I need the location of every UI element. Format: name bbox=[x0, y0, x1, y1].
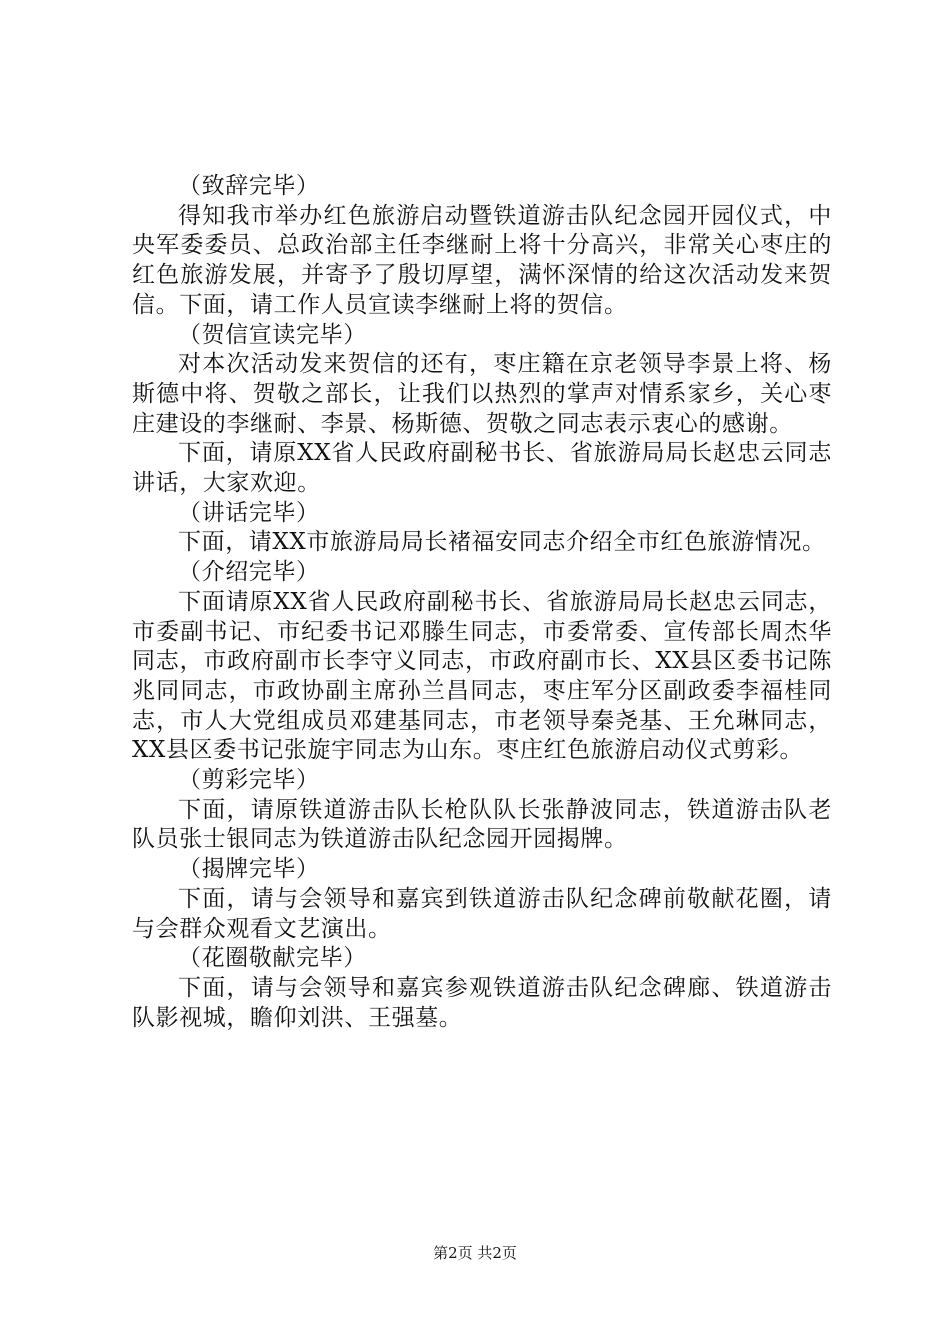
paragraph: （花圈敬献完毕） bbox=[178, 945, 367, 972]
page-footer: 第2页 共2页 bbox=[433, 1244, 517, 1262]
paragraph: 下面，请与会领导和嘉宾参观铁道游击队纪念碑廊、铁道游击队影视城，瞻仰刘洪、王强墓。 bbox=[132, 974, 832, 1031]
paragraph: 对本次活动发来贺信的还有，枣庄籍在京老领导李景上将、杨斯德中将、贺敬之部长，让我们以热烈的掌声对情系家乡，关心枣庄建设的李继耐、李景、杨斯德、贺敬之同志表示衷心的感谢。 bbox=[132, 351, 832, 437]
paragraph: （剪彩完毕） bbox=[178, 767, 320, 794]
paragraph: （介绍完毕） bbox=[178, 559, 320, 586]
paragraph: （揭牌完毕） bbox=[178, 856, 320, 883]
paragraph: 得知我市举办红色旅游启动暨铁道游击队纪念园开园仪式，中央军委委员、总政治部主任李继耐上将十分高兴，非常关心枣庄的红色旅游发展，并寄予了殷切厚望，满怀深情的给这次活动发来贺信。下面，请工作人员宣读李继耐上将的贺信。 bbox=[132, 202, 832, 318]
paragraph: 下面，请XX市旅游局局长褚福安同志介绍全市红色旅游情况。 bbox=[178, 529, 826, 556]
paragraph: 下面，请与会领导和嘉宾到铁道游击队纪念碑前敬献花圈，请与会群众观看文艺演出。 bbox=[132, 885, 832, 942]
paragraph: 下面请原XX省人民政府副秘书长、省旅游局局长赵忠云同志，市委副书记、市纪委书记邓滕生同志，市委常委、宣传部长周杰华同志，市政府副市长李守义同志，市政府副市长、XX县区委书记陈兆同同志，市政协副主席孙兰昌同志，枣庄军分区副政委李福桂同志，市人大党组成员邓建基同志，市老领导秦尧基、王允琳同志，XX县区委书记张旋宇同志为山东。枣庄红色旅游启动仪式剪彩。 bbox=[132, 588, 832, 764]
document-body bbox=[132, 172, 832, 1033]
paragraph: （贺信宣读完毕） bbox=[178, 321, 367, 348]
paragraph: （致辞完毕） bbox=[178, 173, 320, 199]
paragraph: 下面，请原XX省人民政府副秘书长、省旅游局局长赵忠云同志讲话，大家欢迎。 bbox=[132, 440, 832, 497]
paragraph: （讲话完毕） bbox=[178, 499, 320, 526]
paragraph: 下面，请原铁道游击队长枪队队长张静波同志，铁道游击队老队员张士银同志为铁道游击队纪念园开园揭牌。 bbox=[132, 796, 832, 853]
